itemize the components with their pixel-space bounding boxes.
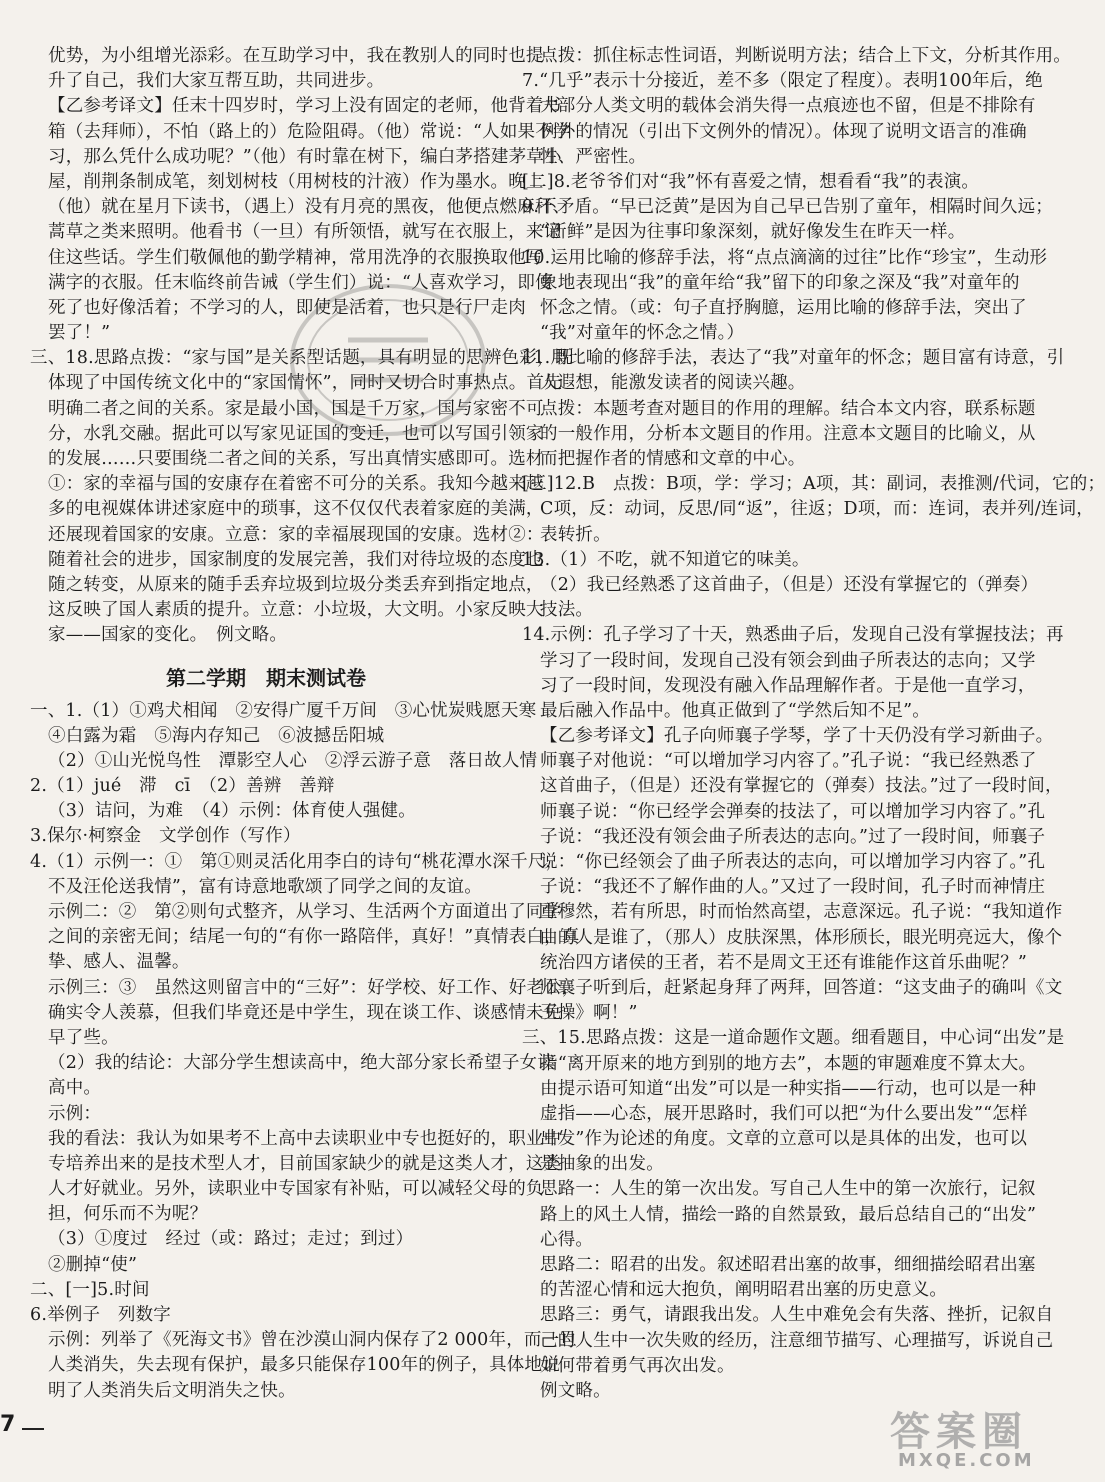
text-line: 明确二者之间的关系。家是最小国，国是千万家，国与家密不可 (48, 398, 544, 419)
spacer (30, 649, 502, 659)
text-line: 人类消失，失去现有保护，最多只能保存100年的例子，具体地说 (48, 1355, 560, 1376)
text-line: 表转折。 (540, 524, 611, 545)
text-line: 技法。 (540, 600, 594, 621)
text-line: 心得。 (540, 1229, 594, 1250)
text-line: 还展现着国家的安康。立意：家的幸福展现国的安康。选材②： (48, 524, 544, 545)
text-line: 习了一段时间，发现没有融入作品理解作者。于是他一直学习， (540, 675, 1036, 696)
text-line: 6.举例子 列数字 (30, 1305, 171, 1325)
page-number: 7 (0, 1412, 16, 1437)
text-line: 7.“几乎”表示十分接近，差不多（限定了程度）。表明100年后，绝 (522, 71, 1043, 92)
text-line: 挚、感人、温馨。 (48, 952, 190, 973)
text-line: 象地表现出“我”的童年给“我”留下的印象之深及“我”对童年的 (540, 272, 1020, 293)
text-line: 明了人类消失后文明消失之快。 (48, 1380, 296, 1401)
text-line: 示例：列举了《死海文书》曾在沙漠山洞内保存了2 000年，而一旦 (48, 1330, 577, 1351)
text-line: 人遐想，能激发读者的阅读兴趣。 (540, 373, 806, 394)
text-line: 满字的衣服。任末临终前告诫（学生们）说：“人喜欢学习，即使 (48, 272, 553, 293)
text-line: 指“离开原来的地方到别的地方去”，本题的审题难度不算太大。 (540, 1053, 1037, 1074)
text-line: 我的看法：我认为如果考不上高中去读职业中专也挺好的，职业中 (48, 1128, 562, 1149)
text-line: 随之转变，从原来的随手丢弃垃圾到垃圾分类丢弃到指定地点， (48, 574, 544, 595)
watermark-url: MXQE.COM (898, 1450, 1035, 1471)
text-line: 9.不矛盾。“早已泛黄”是因为自己早已告别了童年，相隔时间久远； (522, 197, 1053, 218)
text-line: 确实令人羡慕，但我们毕竟还是中学生，现在谈工作、谈感情未免 (48, 1002, 562, 1023)
text-line: 出发”作为论述的角度。文章的立意可以是具体的出发，也可以 (540, 1129, 1028, 1150)
text-line: 习，那么凭什么成功呢？”（他）有时靠在树下，编白茅搭建茅草小 (48, 146, 562, 167)
text-line: 13.（1）不吃，就不知道它的味美。 (522, 549, 810, 570)
page-number-rule (22, 1428, 44, 1430)
text-line: 思路二：昭君的出发。叙述昭君出塞的故事，细细描绘昭君出塞 (540, 1255, 1036, 1275)
text-line: “新鲜”是因为往事印象深刻，就好像发生在昨天一样。 (540, 222, 966, 243)
text-line: 家——国家的变化。 例文略。 (48, 625, 288, 646)
text-line: ①：家的幸福与国的安康存在着密不可分的关系。我知今越来越 (48, 474, 544, 495)
text-line: 高中。 (48, 1078, 102, 1099)
text-line: 思路三：勇气，请跟我出发。人生中难免会有失落、挫折，记叙自 (540, 1305, 1054, 1326)
text-line: 路上的风土人情，描绘一路的自然景致，最后总结自己的“出发” (540, 1204, 1037, 1225)
text-line: 4.（1）示例一：① 第①则灵活化用李白的诗句“桃花潭水深千尺， (30, 851, 564, 872)
text-line: 不及汪伦送我情”，富有诗意地歌颂了同学之间的友谊。 (48, 876, 482, 897)
text-line: ④白露为霜 ⑤海内存知己 ⑥波撼岳阳城 (48, 725, 385, 746)
text-line: 担，何乐而不为呢？ (48, 1204, 208, 1225)
watermark-logo-text: 答案圈 (890, 1409, 1028, 1455)
text-line: 屋，削荆条制成笔，刻划树枝（用树枝的汁液）作为墨水。晚上 (48, 171, 544, 192)
text-line: 分，水乳交融。据此可以写家见证国的变迁，也可以写国引领家 (48, 423, 544, 444)
text-line: 三、15.思路点拨：这是一道命题作文题。细看题目，中心词“出发”是 (522, 1028, 1065, 1049)
text-line: 示例二：② 第②则句式整齐，从学习、生活两个方面道出了同学 (48, 902, 562, 922)
text-line: 3.保尔·柯察金 文学创作（写作） (30, 826, 301, 847)
text-line: 示例： (48, 1103, 102, 1124)
text-line: 二、[一]5.时间 (30, 1279, 150, 1300)
section-title: 第二学期 期末测试卷 (166, 665, 366, 690)
text-line: 这首曲子，（但是）还没有掌握它的（弹奏）技法。”过了一段时间， (540, 776, 1063, 797)
text-line: 2.（1）jué 滞 cī （2）善辨 善辩 (30, 776, 335, 797)
text-line: 的苦涩心情和远大抱负，阐明昭君出塞的历史意义。 (540, 1280, 948, 1301)
text-line: 子说：“我还不了解作曲的人。”又过了一段时间，孔子时而神情庄 (540, 877, 1046, 898)
text-line: 随着社会的进步，国家制度的发展完善，我们对待垃圾的态度也 (48, 549, 544, 570)
text-line: ②删掉“使” (48, 1254, 138, 1275)
text-line: 性、严密性。 (540, 146, 647, 167)
text-line: 升了自己，我们大家互帮互助，共同进步。 (48, 71, 385, 92)
text-line: 子说：“我还没有领会曲子所表达的志向。”过了一段时间，师襄子 (540, 826, 1046, 847)
text-line: 的发展……只要围绕二者之间的关系，写出真情实感即可。选材 (48, 449, 544, 469)
text-line: 蒿草之类来照明。他看书（一旦）有所领悟，就写在衣服上，来记 (48, 222, 562, 243)
text-line: 14.示例：孔子学习了十天，熟悉曲子后，发现自己没有掌握技法；再 (522, 625, 1064, 646)
text-line: 由提示语可知道“出发”可以是一种实指——行动，也可以是一种 (540, 1078, 1037, 1099)
text-line: 统治四方诸侯的王者，若不是周文王还有谁能作这首乐曲呢？” (540, 952, 1028, 973)
text-line: 例外的情况（引出下文例外的情况）。体现了说明文语言的准确 (540, 121, 1027, 142)
text-line: C项，反：动词，反思/同“返”，往返；D项，而：连词，表并列/连词， (540, 499, 1094, 520)
text-line: 【乙参考译文】孔子向师襄子学琴，学了十天仍没有学习新曲子。 (540, 726, 1054, 747)
text-line: 三、18.思路点拨：“家与国”是关系型话题，具有明显的思辨色彩，既 (30, 348, 573, 369)
text-line: 大部分人类文明的载体会消失得一点痕迹也不留，但是不排除有 (540, 96, 1036, 117)
text-line: 点拨：本题考查对题目的作用的理解。结合本文内容，联系标题 (540, 398, 1036, 419)
text-line: 10.运用比喻的修辞手法，将“点点滴滴的过往”比作“珍宝”，生动形 (522, 247, 1048, 268)
text-line: “我”对童年的怀念之情。） (540, 323, 745, 344)
text-line: 师襄子对他说：“可以增加学习内容了。”孔子说：“我已经熟悉了 (540, 751, 1037, 772)
text-line: 之间的亲密无间；结尾一句的“有你一路陪伴，真好！”真情表白，真 (48, 927, 580, 948)
text-line: [二]8.老爷爷们对“我”怀有喜爱之情，想看看“我”的表演。 (522, 171, 980, 192)
text-line: 怀念之情。（或：句子直抒胸臆，运用比喻的修辞手法，突出了 (540, 297, 1027, 318)
text-line: （2）①山光悦鸟性 潭影空人心 ②浮云游子意 落日故人情 (48, 750, 538, 771)
text-line: 优势，为小组增光添彩。在互助学习中，我在教别人的同时也提 (48, 46, 544, 66)
text-line: 体现了中国传统文化中的“家国情怀”，同时又切合时事热点。首先 (48, 373, 562, 394)
text-line: 最后融入作品中。他真正做到了“学然后知不足”。 (540, 700, 930, 721)
text-line: 死了也好像活着；不学习的人，即使是活着，也只是行尸走肉 (48, 297, 526, 318)
text-line: 示例三：③ 虽然这则留言中的“三好”：好学校、好工作、好老公， (48, 977, 580, 998)
text-line: 曲的人是谁了，（那人）皮肤深黑，体形颀长，眼光明亮远大，像个 (540, 927, 1063, 948)
text-line: 如何带着勇气再次出发。 (540, 1355, 735, 1376)
text-line: 师襄子听到后，赶紧起身拜了两拜，回答道：“这支曲子的确叫《文 (540, 977, 1063, 998)
text-line: 的一般作用，分析本文题目的作用。注意本文题目的比喻义，从 (540, 423, 1036, 444)
text-line: （2）我已经熟悉了这首曲子，（但是）还没有掌握它的（弹奏） (540, 574, 1039, 595)
text-line: 箱（去拜师），不怕（路上的）危险阻碍。（他）常说：“人如果不学 (48, 121, 571, 142)
text-line: 思路一：人生的第一次出发。写自己人生中的第一次旅行，记叙 (540, 1179, 1036, 1200)
site-watermark (870, 1400, 1070, 1476)
right-column (522, 44, 1105, 1404)
text-line: 罢了！” (48, 323, 111, 344)
text-line: 点拨：抓住标志性词语，判断说明方法；结合上下文，分析其作用。 (540, 46, 1071, 66)
text-line: 早了些。 (48, 1027, 119, 1048)
text-line: （3）诘问，为难 （4）示例：体育使人强健。 (48, 801, 416, 822)
text-line: 说：“你已经领会了曲子所表达的志向，可以增加学习内容了。”孔 (540, 852, 1046, 872)
text-line: 11.用比喻的修辞手法，表达了“我”对童年的怀念；题目富有诗意，引 (522, 348, 1065, 369)
text-line: 己的人生中一次失败的经历，注意细节描写、心理描写，诉说自己 (540, 1330, 1054, 1351)
text-line: 学习了一段时间，发现自己没有领会到曲子所表达的志向；又学 (540, 650, 1036, 671)
text-line: 住这些话。学生们敬佩他的勤学精神，常用洗净的衣服换取他写 (48, 247, 544, 268)
text-line: 【乙参考译文】任末十四岁时，学习上没有固定的老师，他背着书 (48, 96, 562, 117)
text-line: 虚指——心态，展开思路时，我们可以把“为什么要出发”“怎样 (540, 1103, 1028, 1124)
text-line: 师襄子说：“你已经学会弹奏的技法了，可以增加学习内容了。”孔 (540, 801, 1046, 822)
text-line: 这反映了国人素质的提升。立意：小垃圾，大文明。小家反映大 (48, 600, 544, 621)
text-line: 是抽象的出发。 (540, 1154, 664, 1175)
text-line: 人才好就业。另外，读职业中专国家有补贴，可以减轻父母的负 (48, 1179, 544, 1200)
text-line: [三]12.B 点拨：B项，学：学习；A项，其：副词，表推测/代词，它的； (522, 474, 1105, 495)
text-line: 王操》啊！” (540, 1003, 638, 1024)
text-line: （他）就在星月下读书，（遇上）没有月亮的黑夜，他便点燃麻秆、 (48, 197, 571, 218)
text-line: 重穆然，若有所思，时而怡然高望，志意深远。孔子说：“我知道作 (540, 902, 1063, 923)
text-line: 专培养出来的是技术型人才，目前国家缺少的就是这类人才，这类 (48, 1153, 562, 1174)
text-line: 一、1.（1）①鸡犬相闻 ②安得广厦千万间 ③心忧炭贱愿天寒 (30, 700, 537, 721)
text-line: 而把握作者的情感和文章的中心。 (540, 449, 806, 469)
text-line: （2）我的结论：大部分学生想读高中，绝大部分家长希望子女读 (48, 1053, 555, 1074)
text-line: 例文略。 (540, 1380, 611, 1401)
text-line: 多的电视媒体讲述家庭中的琐事，这不仅仅代表着家庭的美满， (48, 499, 544, 520)
text-line: （3）①度过 经过（或：路过；走过；到过） (48, 1229, 414, 1250)
